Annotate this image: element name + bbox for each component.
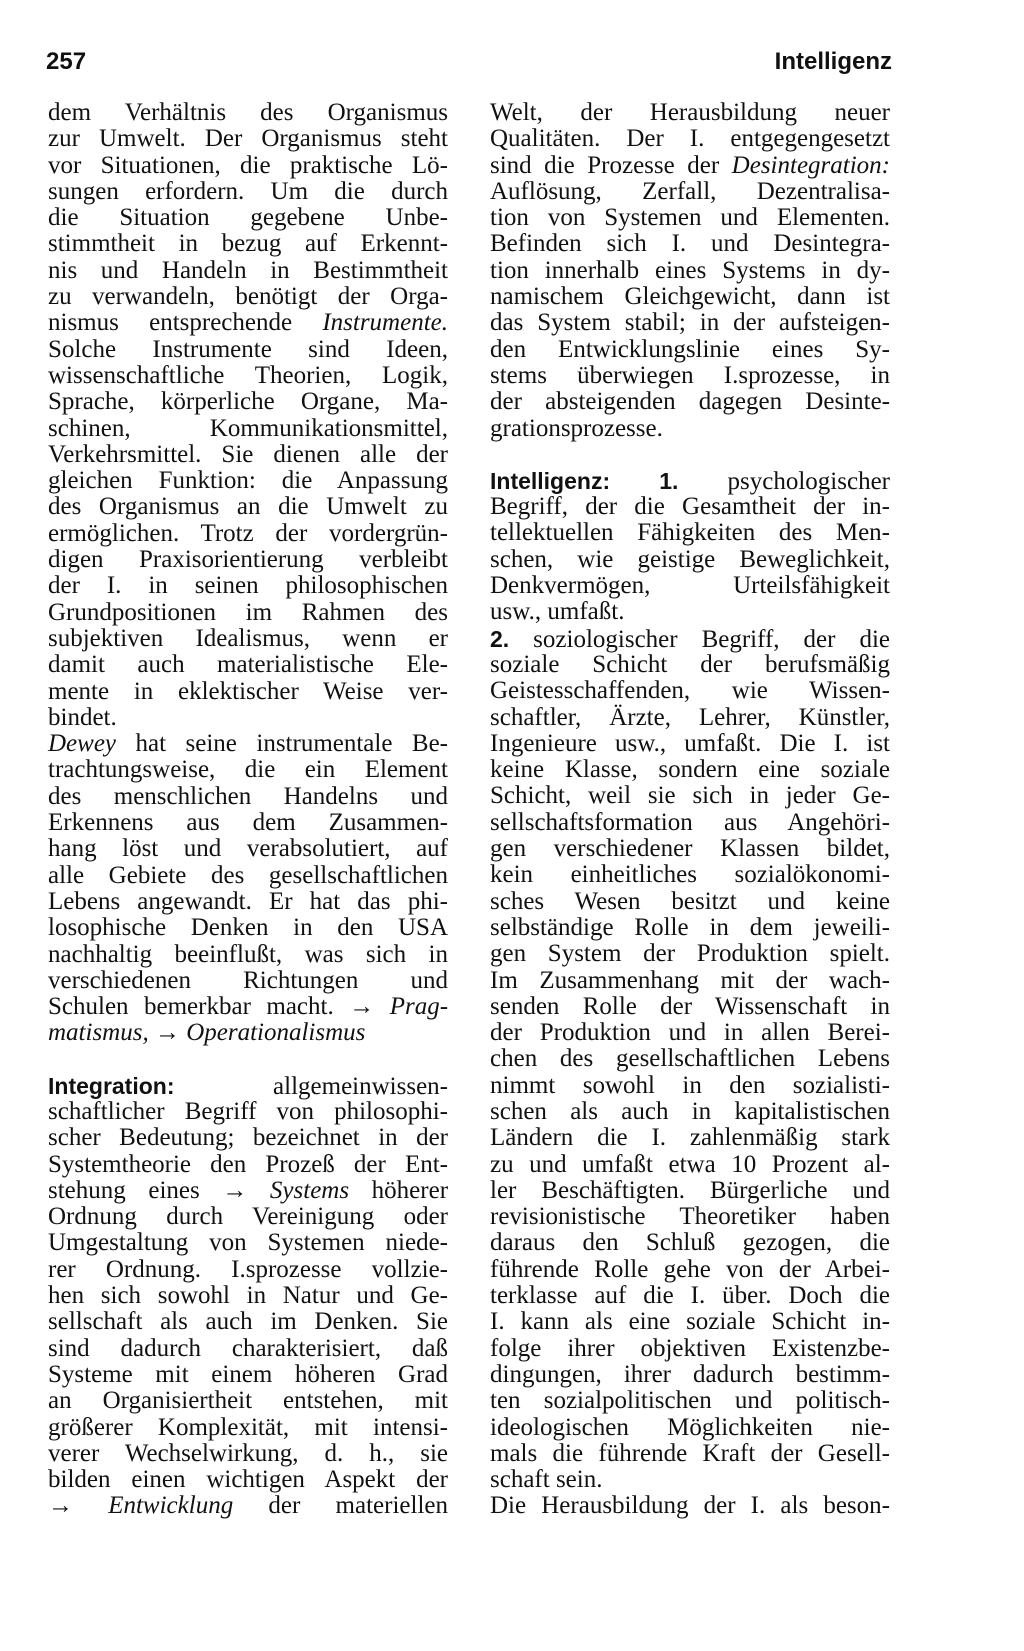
- text-line: schen als auch in kapitalistischen: [490, 1097, 890, 1125]
- text-line: [48, 1020, 448, 1046]
- text-line: damit auch materialistische Ele-: [48, 651, 448, 679]
- cross-reference: Systems: [269, 1176, 350, 1204]
- cross-reference: Operationalismus: [186, 1019, 366, 1047]
- text-line: Ländern die I. zahlenmäßig stark: [490, 1124, 890, 1152]
- text-line: nis und Handeln in Bestimmtheit: [48, 256, 448, 284]
- text-line: scher Bedeutung; bezeichnet in der: [48, 1124, 448, 1152]
- person-name: Dewey: [48, 730, 117, 758]
- text-line: schinen, Kommunikationsmittel,: [48, 414, 448, 442]
- cross-reference: Entwicklung: [108, 1492, 234, 1520]
- text-line: Welt, der Herausbildung neuer: [490, 99, 890, 126]
- text-span: stehung eines →: [48, 1176, 248, 1204]
- text-line: der I. in seinen philosophischen: [48, 572, 448, 600]
- sense-number: 2.: [490, 625, 510, 652]
- text-line: bilden einen wichtigen Aspekt der: [48, 1466, 448, 1494]
- text-line: des Organismus an die Umwelt zu: [48, 493, 448, 521]
- text-line: [490, 626, 890, 652]
- text-line: vor Situationen, die praktische Lö-: [48, 151, 448, 179]
- text-line: schaftler, Ärzte, Lehrer, Künstler,: [490, 703, 890, 731]
- text-line: schen, wie geistige Beweglichkeit,: [490, 545, 890, 573]
- text-line: losophische Denken in den USA: [48, 914, 448, 942]
- text-line: zur Umwelt. Der Organismus steht: [48, 125, 448, 153]
- text-line: digen Praxisorientierung verbleibt: [48, 546, 448, 574]
- text-span: nismus entsprechende: [48, 309, 293, 337]
- text-line: Grundpositionen im Rahmen des: [48, 598, 448, 626]
- text-line: Sprache, körperliche Organe, Ma-: [48, 388, 448, 416]
- arrow-glyph: →: [154, 1019, 180, 1047]
- text-line: soziale Schicht der berufsmäßig: [490, 650, 890, 678]
- text-line: Systeme mit einem höheren Grad: [48, 1360, 448, 1388]
- text-line: stimmtheit in bezug auf Erkennt-: [48, 230, 448, 258]
- text-line: den Entwicklungslinie eines Sy-: [490, 335, 890, 363]
- text-line: Auflösung, Zerfall, Dezentralisa-: [490, 177, 890, 205]
- text-line: selbständige Rolle in dem jeweili-: [490, 913, 890, 941]
- text-line: hang löst und verabsolutiert, auf: [48, 835, 448, 863]
- text-line: [48, 994, 448, 1020]
- text-line: sungen erfordern. Um die durch: [48, 177, 448, 205]
- text-span: psychologischer: [727, 467, 890, 495]
- text-line: chen des gesellschaftlichen Lebens: [490, 1045, 890, 1073]
- text-line: gen verschiedener Klassen bildet,: [490, 835, 890, 863]
- text-line: revisionistische Theoretiker haben: [490, 1203, 890, 1231]
- cross-reference: matismus,: [48, 1019, 149, 1047]
- entry-gap: [490, 442, 890, 468]
- text-line: an Organisiertheit entstehen, mit: [48, 1387, 448, 1415]
- text-line: Denkvermögen, Urteilsfähigkeit: [490, 572, 890, 600]
- text-line: ten sozialpolitischen und politisch-: [490, 1387, 890, 1415]
- text-line: Ordnung durch Vereinigung oder: [48, 1203, 448, 1231]
- cross-reference: Desintegration:: [731, 151, 890, 179]
- text-line: bindet.: [48, 703, 117, 731]
- text-line: Schicht, weil sie sich in jeder Ge-: [490, 782, 890, 810]
- text-line: kein einheitliches sozialökonomi-: [490, 861, 890, 889]
- text-line: gen System der Produktion spielt.: [490, 940, 890, 968]
- text-line: schaft sein.: [490, 1466, 603, 1494]
- text-line: Verkehrsmittel. Sie dienen alle der: [48, 440, 448, 468]
- text-line: hen sich sowohl in Natur und Ge-: [48, 1282, 448, 1310]
- text-line: das System stabil; in der aufsteigen-: [490, 309, 890, 337]
- text-span: allgemeinwissen-: [273, 1072, 448, 1100]
- text-span: Schulen bemerkbar macht. →: [48, 993, 375, 1021]
- text-line: tellektuellen Fähigkeiten des Men-: [490, 519, 890, 547]
- text-line: verer Wechselwirkung, d. h., sie: [48, 1439, 448, 1467]
- text-span: sind die Prozesse der: [490, 151, 720, 179]
- text-span: höherer: [371, 1176, 449, 1204]
- text-line: ler Beschäftigten. Bürgerliche und: [490, 1176, 890, 1204]
- text-line: trachtungsweise, die ein Element: [48, 756, 448, 784]
- entry-headword: Integration:: [48, 1072, 175, 1099]
- text-line: Befinden sich I. und Desintegra-: [490, 230, 890, 258]
- text-line: namischem Gleichgewicht, dann ist: [490, 283, 890, 311]
- text-line: sind dadurch charakterisiert, daß: [48, 1334, 448, 1362]
- text-line: Solche Instrumente sind Ideen,: [48, 335, 448, 363]
- cross-reference: Prag-: [389, 993, 449, 1021]
- sense-number: 1.: [659, 467, 679, 494]
- text-line: Systemtheorie den Prozeß der Ent-: [48, 1150, 448, 1178]
- text-line: Im Zusammenhang mit der wach-: [490, 966, 890, 994]
- text-line: führende Rolle gehe von der Arbei-: [490, 1255, 890, 1283]
- text-line: des menschlichen Handelns und: [48, 782, 448, 810]
- text-line: senden Rolle der Wissenschaft in: [490, 992, 890, 1020]
- text-line: dem Verhältnis des Organismus: [48, 99, 448, 126]
- text-line: folge ihrer objektiven Existenzbe-: [490, 1334, 890, 1362]
- text-line: Die Herausbildung der I. als beson-: [490, 1492, 890, 1520]
- text-line: stems überwiegen I.sprozesse, in: [490, 361, 890, 389]
- text-line: rer Ordnung. I.sprozesse vollzie-: [48, 1255, 448, 1283]
- text-line: die Situation gegebene Unbe-: [48, 204, 448, 232]
- text-line: usw., umfaßt.: [490, 598, 625, 626]
- text-line: subjektiven Idealismus, wenn er: [48, 624, 448, 652]
- text-line: Lebens angewandt. Er hat das phi-: [48, 887, 448, 915]
- text-line: [48, 1178, 448, 1204]
- text-line: zu verwandeln, benötigt der Orga-: [48, 283, 448, 311]
- arrow-glyph: →: [48, 1492, 73, 1520]
- text-line: I. kann als eine soziale Schicht in-: [490, 1308, 890, 1336]
- text-span: hat seine instrumentale Be-: [135, 730, 449, 758]
- entry-head-line: [490, 468, 890, 494]
- text-line: keine Klasse, sondern eine soziale: [490, 756, 890, 784]
- text-line: Umgestaltung von Systemen niede-: [48, 1229, 448, 1257]
- text-line: der absteigenden dagegen Desinte-: [490, 388, 890, 416]
- text-line: sellschaft als auch im Denken. Sie: [48, 1308, 448, 1336]
- cross-reference: Instrumente.: [322, 309, 448, 337]
- text-line: sellschaftsformation aus Angehöri-: [490, 808, 890, 836]
- text-line: [48, 1493, 448, 1519]
- text-line: tion innerhalb eines Systems in dy-: [490, 256, 890, 284]
- text-line: mente in eklektischer Weise ver-: [48, 677, 448, 705]
- text-line: größerer Komplexität, mit intensi-: [48, 1413, 448, 1441]
- text-line: terklasse auf die I. über. Doch die: [490, 1282, 890, 1310]
- text-line: wissenschaftliche Theorien, Logik,: [48, 361, 448, 389]
- text-line: mals die führende Kraft der Gesell-: [490, 1439, 890, 1467]
- text-line: Ingenieure usw., umfaßt. Die I. ist: [490, 729, 890, 757]
- text-line: sches Wesen besitzt und keine: [490, 887, 890, 915]
- text-span: der materiellen: [268, 1492, 448, 1520]
- text-line: Erkennens aus dem Zusammen-: [48, 809, 448, 837]
- text-line: ideologischen Möglichkeiten nie-: [490, 1413, 890, 1441]
- text-line: daraus den Schluß gezogen, die: [490, 1229, 890, 1257]
- text-line: alle Gebiete des gesellschaftlichen: [48, 861, 448, 889]
- text-line: tion von Systemen und Elementen.: [490, 204, 890, 232]
- text-line: schaftlicher Begriff von philosophi-: [48, 1097, 448, 1125]
- text-line: ermöglichen. Trotz der vordergrün-: [48, 519, 448, 547]
- text-line: Begriff, der die Gesamtheit der in-: [490, 493, 890, 521]
- text-line: [48, 310, 448, 336]
- left-column: [48, 100, 448, 1520]
- page-number: 257: [46, 48, 87, 75]
- text-line: nachhaltig beeinflußt, was sich in: [48, 940, 448, 968]
- entry-head-line: [48, 1073, 448, 1099]
- entry-gap: [48, 1047, 448, 1073]
- text-line: gleichen Funktion: die Anpassung: [48, 467, 448, 495]
- text-line: [490, 153, 890, 179]
- entry-headword: Intelligenz:: [490, 467, 611, 494]
- running-head: Intelligenz: [774, 48, 892, 75]
- right-column: [490, 100, 890, 1520]
- text-line: nimmt sowohl in den sozialisti-: [490, 1071, 890, 1099]
- text-line: zu und umfaßt etwa 10 Prozent al-: [490, 1150, 890, 1178]
- text-line: der Produktion und in allen Berei-: [490, 1019, 890, 1047]
- text-line: dingungen, ihrer dadurch bestimm-: [490, 1360, 890, 1388]
- text-line: [48, 731, 448, 757]
- text-line: Geistesschaffenden, wie Wissen-: [490, 677, 890, 705]
- text-span: soziologischer Begriff, der die: [533, 625, 890, 653]
- text-line: verschiedenen Richtungen und: [48, 966, 448, 994]
- text-line: grationsprozesse.: [490, 414, 663, 442]
- text-line: Qualitäten. Der I. entgegengesetzt: [490, 125, 890, 153]
